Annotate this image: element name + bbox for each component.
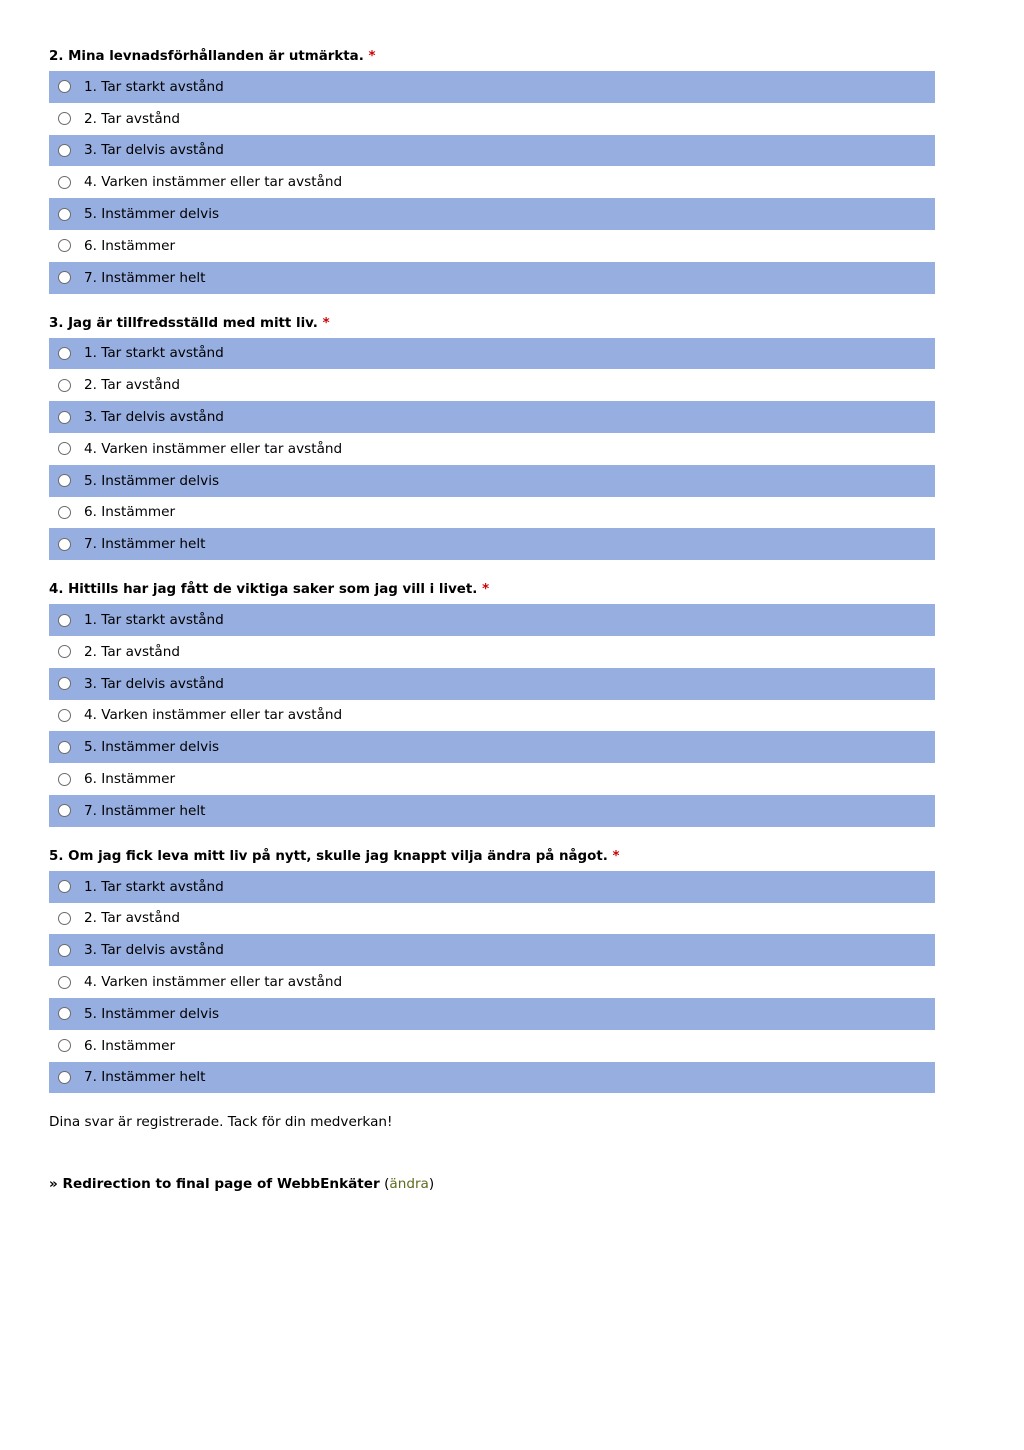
radio-button[interactable]	[58, 239, 71, 252]
answer-option[interactable]	[49, 230, 935, 262]
answer-option-label: 4. Varken instämmer eller tar avstånd	[84, 974, 343, 991]
radio-button[interactable]	[58, 614, 71, 627]
question-text: 2. Mina levnadsförhållanden är utmärkta.	[49, 49, 364, 64]
answer-option[interactable]	[49, 966, 935, 998]
answer-option-label: 6. Instämmer	[84, 771, 176, 788]
answer-option-label: 5. Instämmer delvis	[84, 1005, 220, 1022]
redirect-open-paren: (	[384, 1176, 390, 1193]
answer-option[interactable]	[49, 763, 935, 795]
radio-button[interactable]	[58, 144, 71, 157]
answer-option[interactable]	[49, 636, 935, 668]
answer-option[interactable]	[49, 497, 935, 529]
question-block	[49, 579, 935, 827]
radio-button[interactable]	[58, 880, 71, 893]
answer-option-label: 4. Varken instämmer eller tar avstånd	[84, 707, 343, 724]
radio-button[interactable]	[58, 1007, 71, 1020]
answer-option-label: 3. Tar delvis avstånd	[84, 409, 224, 426]
answer-option-label: 4. Varken instämmer eller tar avstånd	[84, 174, 343, 191]
answer-option[interactable]	[49, 166, 935, 198]
answer-option[interactable]	[49, 103, 935, 135]
question-title	[49, 46, 935, 71]
answer-option-label: 2. Tar avstånd	[84, 110, 180, 127]
redirect-close-paren: )	[428, 1176, 435, 1193]
survey-form	[49, 46, 935, 1194]
radio-button[interactable]	[58, 80, 71, 93]
answer-option-label: 3. Tar delvis avstånd	[84, 942, 224, 959]
answer-option[interactable]	[49, 604, 935, 636]
answer-option[interactable]	[49, 528, 935, 560]
answer-option-label: 2. Tar avstånd	[84, 643, 180, 660]
answer-option-label: 1. Tar starkt avstånd	[84, 612, 224, 629]
question-text: 3. Jag är tillfredsställd med mitt liv.	[49, 315, 318, 331]
answer-option[interactable]	[49, 338, 935, 370]
radio-button[interactable]	[58, 773, 71, 786]
radio-button[interactable]	[58, 709, 71, 722]
answer-option-label: 6. Instämmer	[84, 504, 176, 521]
radio-button[interactable]	[58, 411, 71, 424]
answer-option-label: 6. Instämmer	[84, 1037, 176, 1054]
radio-button[interactable]	[58, 112, 71, 125]
radio-button[interactable]	[58, 1071, 71, 1084]
answer-option-label: 7. Instämmer helt	[84, 1069, 206, 1086]
question-title	[49, 846, 935, 871]
redirect-text: » Redirection to final page of WebbEnkäter	[49, 1176, 380, 1193]
answer-option-label: 1. Tar starkt avstånd	[84, 78, 224, 95]
answer-option[interactable]	[49, 731, 935, 763]
radio-button[interactable]	[58, 912, 71, 925]
radio-button[interactable]	[58, 677, 71, 690]
question-text: 4. Hittills har jag fått de viktiga saker som jag vill i livet.	[49, 582, 478, 598]
radio-button[interactable]	[58, 1039, 71, 1052]
radio-button[interactable]	[58, 741, 71, 754]
answer-option-label: 2. Tar avstånd	[84, 377, 180, 394]
required-marker: *	[482, 582, 490, 598]
radio-button[interactable]	[58, 474, 71, 487]
question-title	[49, 313, 935, 338]
radio-button[interactable]	[58, 645, 71, 658]
radio-button[interactable]	[58, 208, 71, 221]
radio-button[interactable]	[58, 506, 71, 519]
answer-option[interactable]	[49, 465, 935, 497]
answer-option[interactable]	[49, 795, 935, 827]
answer-option-label: 1. Tar starkt avstånd	[84, 345, 224, 362]
radio-button[interactable]	[58, 176, 71, 189]
answer-option[interactable]	[49, 262, 935, 294]
answer-option-label: 4. Varken instämmer eller tar avstånd	[84, 440, 343, 457]
answer-option-label: 7. Instämmer helt	[84, 536, 206, 553]
answer-option[interactable]	[49, 1062, 935, 1094]
question-block	[49, 46, 935, 294]
question-block	[49, 313, 935, 561]
answer-option[interactable]	[49, 401, 935, 433]
answer-option-label: 7. Instämmer helt	[84, 269, 206, 286]
radio-button[interactable]	[58, 976, 71, 989]
radio-button[interactable]	[58, 271, 71, 284]
answer-option[interactable]	[49, 433, 935, 465]
question-block	[49, 846, 935, 1094]
answer-option-label: 3. Tar delvis avstånd	[84, 675, 224, 692]
radio-button[interactable]	[58, 442, 71, 455]
answer-option[interactable]	[49, 998, 935, 1030]
required-marker: *	[612, 848, 620, 864]
answer-option-label: 6. Instämmer	[84, 237, 176, 254]
answer-option-label: 2. Tar avstånd	[84, 910, 180, 927]
answer-option[interactable]	[49, 668, 935, 700]
answer-option[interactable]	[49, 198, 935, 230]
answer-option-label: 5. Instämmer delvis	[84, 739, 220, 756]
required-marker: *	[368, 49, 376, 64]
answer-option[interactable]	[49, 369, 935, 401]
answer-option[interactable]	[49, 1030, 935, 1062]
radio-button[interactable]	[58, 379, 71, 392]
answer-option-label: 5. Instämmer delvis	[84, 472, 220, 489]
answer-option-label: 5. Instämmer delvis	[84, 206, 220, 223]
question-list	[49, 46, 935, 1093]
answer-option[interactable]	[49, 871, 935, 903]
question-title	[49, 579, 935, 604]
radio-button[interactable]	[58, 944, 71, 957]
answer-option[interactable]	[49, 903, 935, 935]
answer-option[interactable]	[49, 934, 935, 966]
answer-option[interactable]	[49, 71, 935, 103]
radio-button[interactable]	[58, 804, 71, 817]
answer-option[interactable]	[49, 700, 935, 732]
answer-option-label: 7. Instämmer helt	[84, 802, 206, 819]
radio-button[interactable]	[58, 538, 71, 551]
question-text: 5. Om jag fick leva mitt liv på nytt, skulle jag knappt vilja ändra på något.	[49, 848, 608, 864]
answer-option[interactable]	[49, 135, 935, 167]
answer-option-label: 3. Tar delvis avstånd	[84, 142, 224, 159]
required-marker: *	[322, 315, 330, 331]
redirect-line	[49, 1174, 935, 1194]
thanks-message: Dina svar är registrerade. Tack för din medverkan!	[49, 1114, 393, 1131]
answer-option-label: 1. Tar starkt avstånd	[84, 878, 224, 895]
edit-link[interactable]: ändra	[389, 1176, 429, 1193]
radio-button[interactable]	[58, 347, 71, 360]
